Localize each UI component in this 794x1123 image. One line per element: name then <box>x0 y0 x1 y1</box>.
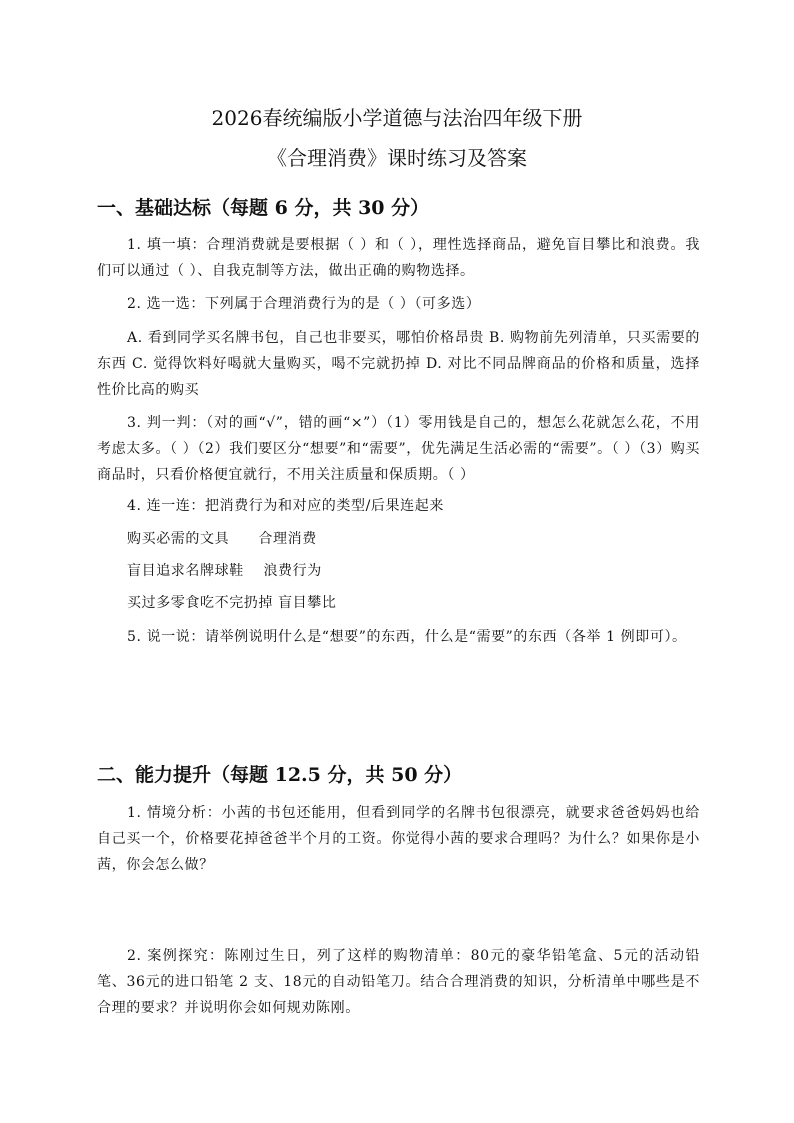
section-heading-advanced: 二、能力提升（每题 12.5 分，共 50 分） <box>97 764 463 786</box>
question-scenario-analysis: 1. 情境分析：小茜的书包还能用，但看到同学的名牌书包很漂亮，就要求爸爸妈妈也给自己买一个，价格要花掉爸爸半个月的工资。你觉得小茜的要求合理吗？为什么？如果你是小茜，你会怎么做？ <box>97 805 700 873</box>
page-title: 2026春统编版小学道德与法治四年级下册 <box>211 106 583 130</box>
matching-row: 盲目追求名牌球鞋 浪费行为 <box>127 563 322 579</box>
question-short-answer: 5. 说一说：请举例说明什么是“想要”的东西，什么是“需要”的东西（各举 1 例即可）。 <box>127 629 687 645</box>
matching-row: 买过多零食吃不完扔掉 盲目攀比 <box>127 595 337 611</box>
question-fill-in: 1. 填一填：合理消费就是要根据（ ）和（ ），理性选择商品，避免盲目攀比和浪费。我们可以通过（ ）、自我克制等方法，做出正确的购物选择。 <box>97 237 700 279</box>
question-choice-options: A. 看到同学买名牌书包，自己也非要买，哪怕价格昂贵 B. 购物前先列清单，只买需要的东西 C. 觉得饮料好喝就大量购买，喝不完就扔掉 D. 对比不同品牌商品的价格和质量，选择性价比高的购买 <box>97 330 700 398</box>
matching-row: 购买必需的文具 合理消费 <box>127 531 317 547</box>
page-subtitle: 《合理消费》课时练习及答案 <box>267 146 527 170</box>
question-case-study: 2. 案例探究：陈刚过生日，列了这样的购物清单：80元的豪华铅笔盒、5元的活动铅笔、36元的进口铅笔 2 支、18元的自动铅笔刀。结合合理消费的知识，分析清单中哪些是不合理的要求？并说明你会如何规劝陈刚。 <box>97 948 700 1016</box>
question-choice: 2. 选一选：下列属于合理消费行为的是（ ）（可多选） <box>127 296 481 312</box>
question-true-false: 3. 判一判：（对的画“√”，错的画“×”）（1）零用钱是自己的，想怎么花就怎么花，不用考虑太多。（ ）（2）我们要区分“想要”和“需要”，优先满足生活必需的“需要”。（ ）（3）购买商品时，只看价格便宜就行，不用关注质量和保质期。（ ） <box>97 415 700 483</box>
section-heading-basic: 一、基础达标（每题 6 分，共 30 分） <box>97 197 430 219</box>
question-matching: 4. 连一连：把消费行为和对应的类型/后果连起来 <box>127 498 444 514</box>
